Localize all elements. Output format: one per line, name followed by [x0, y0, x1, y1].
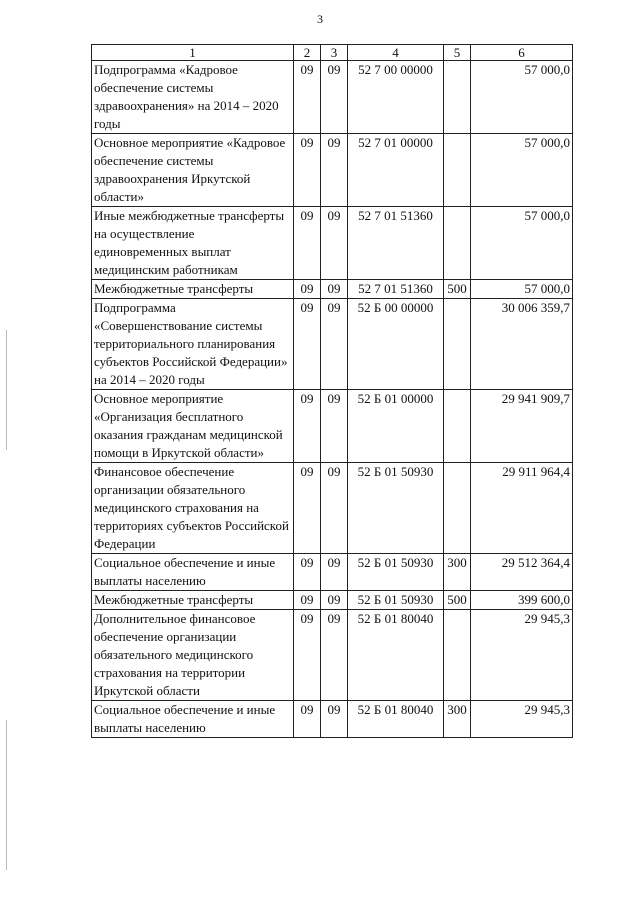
- amount-cell: 29 945,3: [471, 610, 573, 701]
- subsection-code-cell: 09: [321, 280, 348, 299]
- expense-type-cell: 500: [444, 591, 471, 610]
- subsection-code-cell: 09: [321, 207, 348, 280]
- row-name-cell: Социальное обеспечение и иные выплаты населению: [92, 701, 294, 738]
- page-number: 3: [317, 12, 323, 26]
- section-code-cell: 09: [294, 61, 321, 134]
- target-article-cell: 52 Б 01 50930: [348, 463, 444, 554]
- budget-table: [91, 44, 573, 738]
- target-article-cell: 52 Б 01 80040: [348, 610, 444, 701]
- target-article-cell: 52 Б 01 00000: [348, 390, 444, 463]
- amount-cell: 29 512 364,4: [471, 554, 573, 591]
- section-code-cell: 09: [294, 134, 321, 207]
- subsection-code-cell: 09: [321, 61, 348, 134]
- target-article-cell: 52 Б 00 00000: [348, 299, 444, 390]
- scan-edge-mark: [6, 720, 7, 870]
- row-name-cell: Иные межбюджетные трансферты на осуществление единовременных выплат медицинским работникам: [92, 207, 294, 280]
- table-row: [92, 299, 573, 390]
- header-cell: 4: [348, 45, 444, 61]
- expense-type-cell: 300: [444, 554, 471, 591]
- amount-cell: 57 000,0: [471, 61, 573, 134]
- table-row: [92, 554, 573, 591]
- expense-type-cell: [444, 463, 471, 554]
- table-row: [92, 134, 573, 207]
- table-row: [92, 280, 573, 299]
- header-cell: 3: [321, 45, 348, 61]
- expense-type-cell: [444, 390, 471, 463]
- expense-type-cell: [444, 299, 471, 390]
- header-cell: 1: [92, 45, 294, 61]
- subsection-code-cell: 09: [321, 134, 348, 207]
- subsection-code-cell: 09: [321, 591, 348, 610]
- header-cell: 5: [444, 45, 471, 61]
- section-code-cell: 09: [294, 701, 321, 738]
- subsection-code-cell: 09: [321, 390, 348, 463]
- row-name-cell: Основное мероприятие «Организация бесплатного оказания гражданам медицинской помощи в Иркутской области»: [92, 390, 294, 463]
- table-body: [92, 61, 573, 738]
- section-code-cell: 09: [294, 591, 321, 610]
- subsection-code-cell: 09: [321, 554, 348, 591]
- target-article-cell: 52 Б 01 80040: [348, 701, 444, 738]
- target-article-cell: 52 7 00 00000: [348, 61, 444, 134]
- section-code-cell: 09: [294, 280, 321, 299]
- row-name-cell: Межбюджетные трансферты: [92, 591, 294, 610]
- amount-cell: 30 006 359,7: [471, 299, 573, 390]
- subsection-code-cell: 09: [321, 463, 348, 554]
- table-row: [92, 610, 573, 701]
- target-article-cell: 52 Б 01 50930: [348, 554, 444, 591]
- section-code-cell: 09: [294, 299, 321, 390]
- amount-cell: 57 000,0: [471, 134, 573, 207]
- target-article-cell: 52 7 01 51360: [348, 207, 444, 280]
- table-header-row: [92, 45, 573, 61]
- scan-edge-mark: [6, 330, 7, 450]
- row-name-cell: Подпрограмма «Совершенствование системы территориального планирования субъектов Российской Федерации» на 2014 – 2020 годы: [92, 299, 294, 390]
- target-article-cell: 52 Б 01 50930: [348, 591, 444, 610]
- section-code-cell: 09: [294, 610, 321, 701]
- table-row: [92, 463, 573, 554]
- table-row: [92, 390, 573, 463]
- amount-cell: 57 000,0: [471, 207, 573, 280]
- amount-cell: 399 600,0: [471, 591, 573, 610]
- row-name-cell: Межбюджетные трансферты: [92, 280, 294, 299]
- row-name-cell: Социальное обеспечение и иные выплаты населению: [92, 554, 294, 591]
- table-row: [92, 61, 573, 134]
- row-name-cell: Финансовое обеспечение организации обязательного медицинского страхования на территориях субъектов Российской Федерации: [92, 463, 294, 554]
- row-name-cell: Подпрограмма «Кадровое обеспечение системы здравоохранения» на 2014 – 2020 годы: [92, 61, 294, 134]
- target-article-cell: 52 7 01 00000: [348, 134, 444, 207]
- expense-type-cell: 500: [444, 280, 471, 299]
- amount-cell: 57 000,0: [471, 280, 573, 299]
- expense-type-cell: [444, 61, 471, 134]
- amount-cell: 29 941 909,7: [471, 390, 573, 463]
- subsection-code-cell: 09: [321, 701, 348, 738]
- table-row: [92, 207, 573, 280]
- table-row: [92, 701, 573, 738]
- expense-type-cell: [444, 134, 471, 207]
- section-code-cell: 09: [294, 390, 321, 463]
- amount-cell: 29 911 964,4: [471, 463, 573, 554]
- row-name-cell: Дополнительное финансовое обеспечение организации обязательного медицинского страхования на территории Иркутской области: [92, 610, 294, 701]
- amount-cell: 29 945,3: [471, 701, 573, 738]
- subsection-code-cell: 09: [321, 610, 348, 701]
- expense-type-cell: [444, 610, 471, 701]
- section-code-cell: 09: [294, 554, 321, 591]
- target-article-cell: 52 7 01 51360: [348, 280, 444, 299]
- table-row: [92, 591, 573, 610]
- section-code-cell: 09: [294, 207, 321, 280]
- header-cell: 6: [471, 45, 573, 61]
- expense-type-cell: 300: [444, 701, 471, 738]
- subsection-code-cell: 09: [321, 299, 348, 390]
- section-code-cell: 09: [294, 463, 321, 554]
- row-name-cell: Основное мероприятие «Кадровое обеспечение системы здравоохранения Иркутской области»: [92, 134, 294, 207]
- expense-type-cell: [444, 207, 471, 280]
- header-cell: 2: [294, 45, 321, 61]
